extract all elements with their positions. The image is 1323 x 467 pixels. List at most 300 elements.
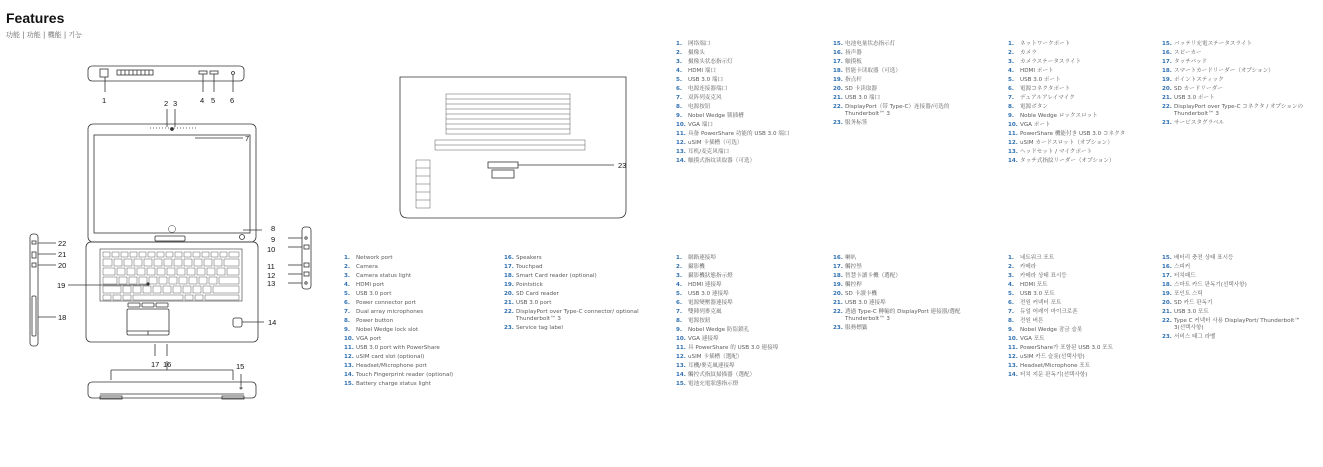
- feature-item: [1162, 50, 1312, 57]
- feature-label: 具 PowerShare 的 USB 3.0 連接埠: [688, 345, 779, 351]
- feature-label: SD カードリーダー: [1174, 86, 1223, 92]
- feature-number: 9.: [1008, 327, 1015, 333]
- feature-item: [344, 255, 494, 262]
- feature-item: [344, 363, 494, 370]
- feature-item: [676, 95, 816, 102]
- feature-label: HDMI 連接埠: [688, 282, 722, 288]
- feature-label: 电池电量状态指示灯: [845, 41, 896, 47]
- feature-item: [833, 282, 983, 289]
- feature-number: 2.: [676, 264, 683, 270]
- feature-item: [1008, 255, 1153, 262]
- callout-7: 7: [245, 134, 250, 143]
- feature-label: VGA 連接埠: [688, 336, 719, 342]
- feature-label: 觸控桿: [845, 282, 862, 288]
- feature-label: HDMI 端口: [688, 68, 716, 74]
- list-en-2: [504, 255, 652, 334]
- feature-number: 1.: [1008, 255, 1015, 261]
- feature-number: 9.: [676, 327, 683, 333]
- feature-item: [676, 77, 816, 84]
- feature-item: [1162, 273, 1312, 280]
- feature-number: 16.: [833, 255, 843, 261]
- feature-item: [1008, 149, 1153, 156]
- feature-number: 15.: [1162, 255, 1172, 261]
- feature-number: 12.: [676, 354, 686, 360]
- feature-label: サービスタグラベル: [1174, 119, 1225, 126]
- feature-item: [344, 264, 494, 271]
- feature-label: 扬声器: [845, 50, 862, 56]
- feature-label: 触摸板: [845, 59, 862, 65]
- feature-label: タッチ式指紋リーダー（オプション）: [1020, 158, 1115, 164]
- feature-label: Battery charge status light: [356, 381, 431, 387]
- feature-label: SD 卡讀卡機: [845, 291, 878, 297]
- feature-label: 전원 버튼: [1020, 318, 1044, 324]
- feature-label: Service tag label: [516, 324, 563, 331]
- feature-label: Nobel Wedge 잠금 슬롯: [1020, 327, 1083, 333]
- callout-12: 12: [267, 271, 276, 280]
- feature-label: 摄像头: [688, 50, 705, 56]
- feature-number: 21.: [1162, 309, 1172, 315]
- feature-item: [833, 273, 983, 280]
- feature-label: USB 3.0 port: [516, 300, 552, 306]
- feature-number: 12.: [344, 354, 354, 360]
- feature-number: 17.: [833, 264, 843, 270]
- feature-item: [1008, 282, 1153, 289]
- callout-13: 13: [267, 279, 276, 288]
- feature-number: 22.: [1162, 104, 1172, 110]
- feature-label: 喇叭: [845, 255, 857, 261]
- feature-label: カメラ: [1020, 50, 1037, 56]
- feature-number: 23.: [833, 324, 843, 331]
- feature-number: 18.: [833, 273, 843, 279]
- callout-5: 5: [211, 96, 216, 105]
- feature-number: 2.: [1008, 50, 1015, 56]
- page-subtitle: 功能 | 功能 | 機能 | 기능: [6, 31, 82, 39]
- feature-item: [676, 282, 821, 289]
- feature-label: 智能卡读取器（可选）: [845, 68, 901, 74]
- feature-item: [833, 120, 983, 127]
- feature-item: [833, 264, 983, 271]
- feature-label: 電源コネクタポート: [1020, 86, 1071, 92]
- feature-item: [504, 300, 652, 307]
- feature-item: [676, 318, 821, 325]
- feature-label: Nobel Wedge 防盜鎖孔: [688, 327, 750, 333]
- feature-label: Type C 커넥터 사용 DisplayPort/ Thunderbolt™ 3(선택사항): [1174, 318, 1300, 331]
- feature-label: 네트워크 포트: [1020, 255, 1055, 261]
- feature-number: 11.: [676, 345, 686, 351]
- list-zh-tw: [676, 255, 821, 390]
- feature-number: 19.: [504, 282, 514, 288]
- feature-number: 16.: [1162, 264, 1172, 270]
- feature-item: [676, 50, 816, 57]
- feature-label: 攝影機: [688, 264, 705, 270]
- callout-11: 11: [267, 262, 275, 271]
- feature-label: 透過 Type-C 轉輸的 DisplayPort 連接器/選配 Thunderbolt™ 3: [845, 309, 961, 322]
- feature-number: 22.: [833, 309, 843, 315]
- feature-item: [344, 309, 494, 316]
- feature-item: [833, 95, 983, 102]
- feature-label: 카메라 상태 표시등: [1020, 273, 1067, 279]
- feature-number: 3.: [676, 273, 683, 279]
- feature-number: 21.: [504, 300, 514, 306]
- feature-label: VGA 포트: [1020, 336, 1045, 342]
- feature-number: 14.: [344, 372, 354, 378]
- feature-item: [1162, 264, 1312, 271]
- feature-label: カメラステータスライト: [1020, 59, 1082, 65]
- feature-label: Camera status light: [356, 273, 412, 279]
- feature-item: [676, 131, 816, 138]
- feature-number: 18.: [1162, 282, 1172, 288]
- feature-item: [504, 264, 652, 271]
- feature-number: 17.: [504, 264, 514, 270]
- feature-item: [1008, 363, 1153, 370]
- feature-item: [676, 140, 816, 147]
- feature-item: [676, 149, 816, 156]
- feature-number: 18.: [833, 68, 843, 74]
- callout-6: 6: [230, 96, 235, 105]
- feature-label: バッテリ充電ステータスライト: [1174, 41, 1253, 47]
- feature-number: 11.: [1008, 131, 1018, 137]
- feature-item: [676, 104, 816, 111]
- callout-8: 8: [271, 224, 276, 233]
- keyboard-deck: [68, 242, 264, 356]
- feature-label: 카메라: [1020, 264, 1037, 270]
- callout-21: 21: [58, 250, 67, 259]
- feature-label: USB 3.0 ポート: [1174, 95, 1215, 101]
- feature-number: 6.: [1008, 86, 1015, 92]
- feature-item: [1162, 68, 1312, 75]
- feature-number: 11.: [344, 345, 354, 351]
- feature-item: [833, 325, 983, 332]
- feature-item: [676, 327, 821, 334]
- feature-label: uSIM 卡插槽（可选）: [688, 140, 743, 146]
- feature-item: [1008, 86, 1153, 93]
- feature-item: [344, 273, 494, 280]
- feature-number: 6.: [676, 300, 683, 306]
- feature-label: スピーカー: [1174, 50, 1202, 56]
- feature-label: 스피커: [1174, 264, 1191, 270]
- feature-number: 15.: [1162, 41, 1172, 47]
- feature-item: [676, 273, 821, 280]
- feature-item: [1008, 140, 1153, 147]
- left-side-view: [30, 234, 56, 346]
- feature-label: 電源變壓器連接埠: [688, 300, 733, 306]
- feature-label: 服务标签: [845, 119, 868, 126]
- back-edge-view: [88, 66, 244, 81]
- feature-number: 3.: [1008, 59, 1015, 65]
- list-ja: [1008, 41, 1153, 167]
- feature-label: SD 카드 판독기: [1174, 300, 1213, 306]
- feature-label: 电源连接器端口: [688, 86, 728, 92]
- feature-label: Camera: [356, 264, 378, 270]
- feature-number: 2.: [344, 264, 351, 270]
- feature-number: 21.: [833, 300, 843, 306]
- feature-label: USB 3.0 端口: [688, 77, 724, 83]
- feature-item: [1162, 282, 1312, 289]
- feature-number: 20.: [833, 86, 843, 92]
- feature-number: 22.: [504, 309, 514, 315]
- feature-label: 攝影機狀態指示燈: [688, 273, 733, 279]
- feature-item: [676, 363, 821, 370]
- callout-23: 23: [618, 161, 627, 170]
- feature-label: 指点杆: [845, 77, 862, 83]
- feature-label: Headset/Microphone 포트: [1020, 363, 1091, 369]
- feature-number: 17.: [1162, 59, 1172, 65]
- feature-label: 터치 지문 판독기(선택사항): [1020, 372, 1088, 378]
- list-zh-cn: [676, 41, 816, 167]
- feature-item: [833, 255, 983, 262]
- list-ja-2: [1162, 41, 1312, 129]
- feature-number: 1.: [344, 255, 351, 261]
- feature-label: SD Card reader: [516, 291, 559, 297]
- feature-number: 15.: [833, 41, 843, 47]
- feature-item: [344, 336, 494, 343]
- feature-item: [344, 282, 494, 289]
- feature-item: [1008, 336, 1153, 343]
- feature-number: 13.: [676, 363, 686, 369]
- feature-label: 포인트 스틱: [1174, 291, 1203, 297]
- feature-number: 19.: [1162, 77, 1172, 83]
- feature-label: 배터리 충전 상태 표시등: [1174, 255, 1234, 261]
- open-laptop-view: [88, 109, 262, 242]
- feature-item: [833, 50, 983, 57]
- callout-15: 15: [236, 362, 245, 371]
- feature-number: 18.: [504, 273, 514, 279]
- feature-item: [504, 325, 652, 332]
- feature-label: デュアルアレイマイク: [1020, 95, 1075, 101]
- feature-number: 14.: [676, 372, 686, 378]
- feature-number: 4.: [1008, 68, 1015, 74]
- list-en: [344, 255, 494, 390]
- feature-number: 12.: [676, 140, 686, 146]
- feature-item: [1008, 95, 1153, 102]
- callout-16: 16: [163, 360, 172, 369]
- feature-item: [1008, 104, 1153, 111]
- feature-item: [833, 41, 983, 48]
- feature-label: 智慧卡讀卡機（選配）: [845, 273, 901, 279]
- feature-item: [344, 372, 494, 379]
- feature-label: USB 3.0 port with PowerShare: [356, 345, 440, 351]
- page-title: Features: [6, 10, 65, 26]
- feature-item: [676, 158, 816, 165]
- feature-item: [833, 59, 983, 66]
- feature-item: [676, 345, 821, 352]
- feature-number: 13.: [1008, 363, 1018, 369]
- feature-item: [1008, 59, 1153, 66]
- feature-number: 9.: [1008, 113, 1015, 119]
- feature-label: Network port: [356, 255, 393, 261]
- feature-item: [676, 300, 821, 307]
- feature-label: USB 3.0 포트: [1020, 291, 1055, 297]
- feature-number: 17.: [833, 59, 843, 65]
- feature-item: [344, 354, 494, 361]
- feature-number: 15.: [344, 381, 354, 387]
- feature-label: Touchpad: [516, 264, 543, 270]
- callout-19: 19: [57, 281, 66, 290]
- feature-number: 9.: [344, 327, 351, 333]
- feature-item: [833, 77, 983, 84]
- feature-number: 12.: [1008, 354, 1018, 360]
- dell-logo: [169, 226, 176, 233]
- feature-number: 16.: [833, 50, 843, 56]
- feature-number: 1.: [676, 255, 683, 261]
- feature-number: 17.: [1162, 273, 1172, 279]
- feature-label: Noble Wedge ロックスロット: [1020, 113, 1098, 119]
- callout-20: 20: [58, 261, 67, 270]
- feature-item: [1008, 122, 1153, 129]
- feature-number: 6.: [344, 300, 351, 306]
- feature-number: 7.: [344, 309, 351, 315]
- feature-label: 具备 PowerShare 功能的 USB 3.0 端口: [688, 131, 790, 137]
- feature-item: [1162, 59, 1312, 66]
- feature-label: USB 3.0 連接埠: [688, 291, 729, 297]
- feature-item: [676, 68, 816, 75]
- feature-item: [344, 345, 494, 352]
- feature-number: 9.: [676, 113, 683, 119]
- feature-label: HDMI port: [356, 282, 385, 288]
- feature-number: 8.: [676, 318, 683, 324]
- callout-10: 10: [267, 245, 276, 254]
- feature-label: 터치패드: [1174, 273, 1196, 279]
- feature-label: VGA ポート: [1020, 122, 1051, 128]
- feature-number: 23.: [1162, 333, 1172, 340]
- feature-label: 網路連接埠: [688, 255, 716, 261]
- feature-item: [1162, 41, 1312, 48]
- feature-number: 3.: [344, 273, 351, 279]
- feature-number: 10.: [676, 336, 686, 342]
- feature-label: Nobel Wedge lock slot: [356, 327, 419, 333]
- feature-label: uSIM カードスロット（オプション）: [1020, 140, 1113, 146]
- feature-item: [1008, 327, 1153, 334]
- feature-item: [676, 122, 816, 129]
- feature-number: 14.: [1008, 372, 1018, 378]
- feature-number: 4.: [344, 282, 351, 288]
- feature-label: 耳机/麦克风端口: [688, 149, 730, 155]
- feature-label: 雙陣列麥克風: [688, 309, 722, 315]
- feature-label: 스마트 카드 판독기(선택사항): [1174, 282, 1247, 288]
- feature-label: ネットワークポート: [1020, 41, 1071, 47]
- feature-item: [504, 255, 652, 262]
- feature-number: 8.: [676, 104, 683, 110]
- feature-label: 電源ボタン: [1020, 104, 1048, 110]
- feature-item: [833, 309, 983, 323]
- feature-label: 服務標籤: [845, 324, 868, 331]
- feature-number: 8.: [1008, 104, 1015, 110]
- feature-label: VGA port: [356, 336, 382, 342]
- feature-item: [1008, 273, 1153, 280]
- feature-item: [676, 264, 821, 271]
- feature-item: [1162, 318, 1312, 332]
- feature-item: [1008, 41, 1153, 48]
- feature-number: 12.: [1008, 140, 1018, 146]
- callout-1: 1: [102, 96, 107, 105]
- feature-item: [1008, 50, 1153, 57]
- feature-number: 23.: [833, 119, 843, 126]
- feature-item: [676, 291, 821, 298]
- feature-label: 전원 커넥터 포트: [1020, 300, 1062, 306]
- feature-number: 19.: [833, 77, 843, 83]
- feature-number: 16.: [1162, 50, 1172, 56]
- feature-item: [676, 59, 816, 66]
- feature-item: [833, 68, 983, 75]
- feature-item: [676, 336, 821, 343]
- feature-label: PowerShare가 포함된 USB 3.0 포트: [1020, 345, 1113, 351]
- feature-label: HDMI 포트: [1020, 282, 1048, 288]
- feature-number: 2.: [676, 50, 683, 56]
- feature-item: [1008, 291, 1153, 298]
- feature-number: 19.: [833, 282, 843, 288]
- feature-label: 電源按鈕: [688, 318, 711, 324]
- callout-2: 2: [164, 99, 169, 108]
- feature-item: [1162, 120, 1312, 127]
- feature-label: スマートカードリーダー（オプション）: [1174, 68, 1274, 74]
- feature-number: 2.: [1008, 264, 1015, 270]
- feature-label: Smart Card reader (optional): [516, 273, 597, 279]
- feature-label: 摄像头状态指示灯: [688, 59, 733, 65]
- feature-item: [1162, 334, 1312, 341]
- feature-number: 7.: [1008, 95, 1015, 101]
- feature-label: VGA 端口: [688, 122, 713, 128]
- feature-item: [1008, 158, 1153, 165]
- callout-4: 4: [200, 96, 205, 105]
- feature-number: 8.: [1008, 318, 1015, 324]
- feature-item: [676, 255, 821, 262]
- feature-label: Power connector port: [356, 300, 416, 306]
- feature-number: 13.: [344, 363, 354, 369]
- feature-item: [1162, 309, 1312, 316]
- feature-item: [676, 372, 821, 379]
- feature-number: 5.: [344, 291, 351, 297]
- feature-item: [833, 86, 983, 93]
- feature-label: HDMI ポート: [1020, 68, 1054, 74]
- feature-item: [1008, 309, 1153, 316]
- feature-number: 5.: [676, 291, 683, 297]
- feature-label: 触摸式指纹读取器（可选）: [688, 158, 756, 164]
- list-ko-2: [1162, 255, 1312, 343]
- feature-label: USB 3.0 連接埠: [845, 300, 886, 306]
- feature-number: 18.: [1162, 68, 1172, 74]
- feature-number: 10.: [1008, 336, 1018, 342]
- feature-number: 20.: [1162, 300, 1172, 306]
- feature-label: SD 卡读取器: [845, 86, 878, 92]
- feature-number: 14.: [1008, 158, 1018, 164]
- feature-number: 1.: [1008, 41, 1015, 47]
- feature-label: Dual array microphones: [356, 309, 424, 315]
- feature-item: [1008, 318, 1153, 325]
- feature-number: 4.: [676, 282, 683, 288]
- feature-number: 21.: [833, 95, 843, 101]
- feature-number: 20.: [833, 291, 843, 297]
- feature-number: 7.: [676, 309, 683, 315]
- feature-label: 서비스 태그 라벨: [1174, 333, 1216, 340]
- feature-item: [676, 354, 821, 361]
- feature-item: [1162, 104, 1312, 118]
- feature-number: 11.: [676, 131, 686, 137]
- feature-label: タッチパッド: [1174, 59, 1208, 65]
- feature-label: Power button: [356, 318, 394, 324]
- feature-label: Touch Fingerprint reader (optional): [356, 372, 454, 378]
- feature-number: 11.: [1008, 345, 1018, 351]
- feature-number: 5.: [676, 77, 683, 83]
- callout-22: 22: [58, 239, 67, 248]
- list-zh-cn-2: [833, 41, 983, 129]
- feature-item: [344, 318, 494, 325]
- callout-17: 17: [151, 360, 160, 369]
- feature-label: 觸控墊: [845, 264, 862, 270]
- feature-label: Pointstick: [516, 282, 543, 288]
- feature-item: [1162, 86, 1312, 93]
- feature-item: [504, 282, 652, 289]
- feature-number: 20.: [1162, 86, 1172, 92]
